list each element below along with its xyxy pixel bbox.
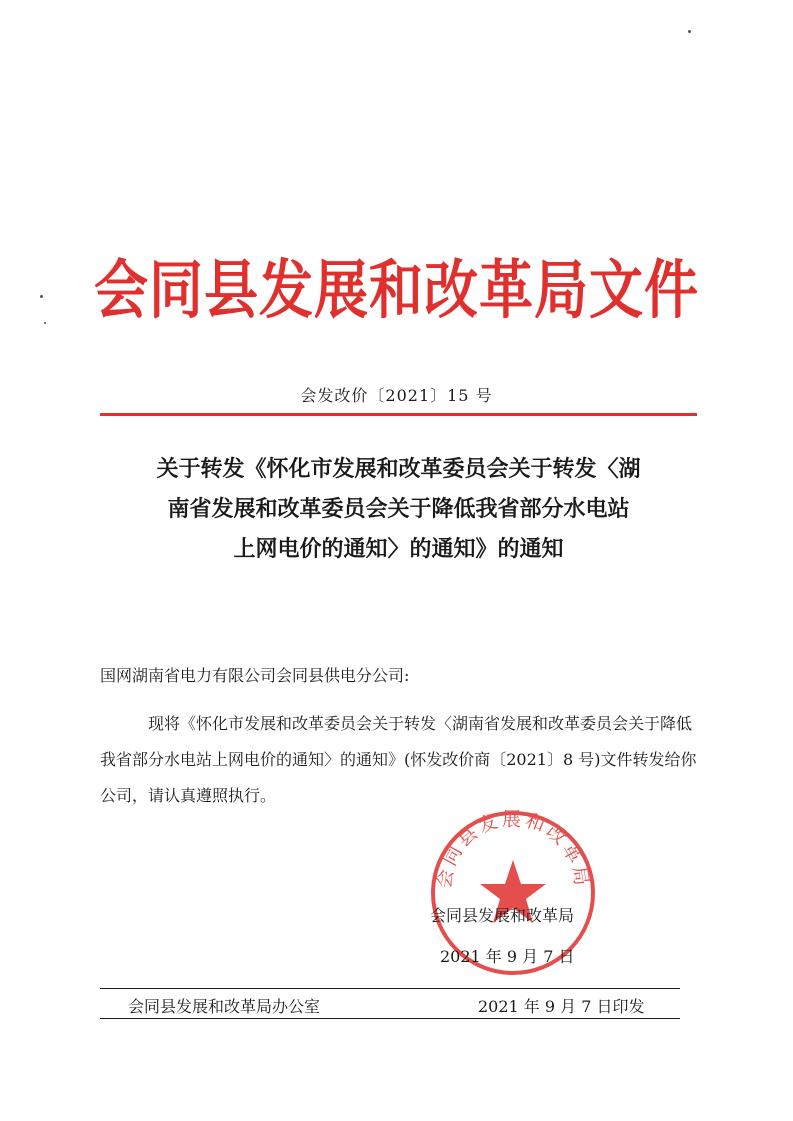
notice-title-line: 上网电价的通知〉的通知》的通知 bbox=[233, 537, 564, 562]
footer-bottom-rule bbox=[100, 1018, 680, 1019]
signature-organization: 会同县发展和改革局 bbox=[430, 906, 575, 925]
seal-text: 会同县发展和改革局 bbox=[433, 808, 593, 890]
document-number: 会发改价〔2021〕15 号 bbox=[300, 386, 493, 405]
agency-title: 会同县发展和改革局文件 bbox=[94, 252, 699, 328]
footer-issuer: 会同县发展和改革局办公室 bbox=[128, 997, 321, 1016]
red-separator-line bbox=[100, 413, 697, 416]
body-paragraph: 现将《怀化市发展和改革委员会关于转发〈湖南省发展和改革委员会关于降低我省部分水电站上网电价的通知〉的通知》(怀发改价商〔2021〕8 号)文件转发给你公司，请认真遵照执行。 bbox=[100, 714, 697, 805]
scan-speck bbox=[688, 30, 691, 33]
footer-top-rule bbox=[100, 988, 680, 989]
footer-print-date: 2021 年 9 月 7 日印发 bbox=[478, 997, 645, 1016]
signature-date: 2021 年 9 月 7 日 bbox=[440, 947, 575, 966]
addressee: 国网湖南省电力有限公司会同县供电分公司: bbox=[100, 666, 410, 685]
notice-title-line: 南省发展和改革委员会关于降低我省部分水电站 bbox=[167, 497, 630, 522]
notice-title-line: 关于转发《怀化市发展和改革委员会关于转发〈湖 bbox=[156, 457, 641, 482]
notice-title bbox=[100, 450, 697, 570]
